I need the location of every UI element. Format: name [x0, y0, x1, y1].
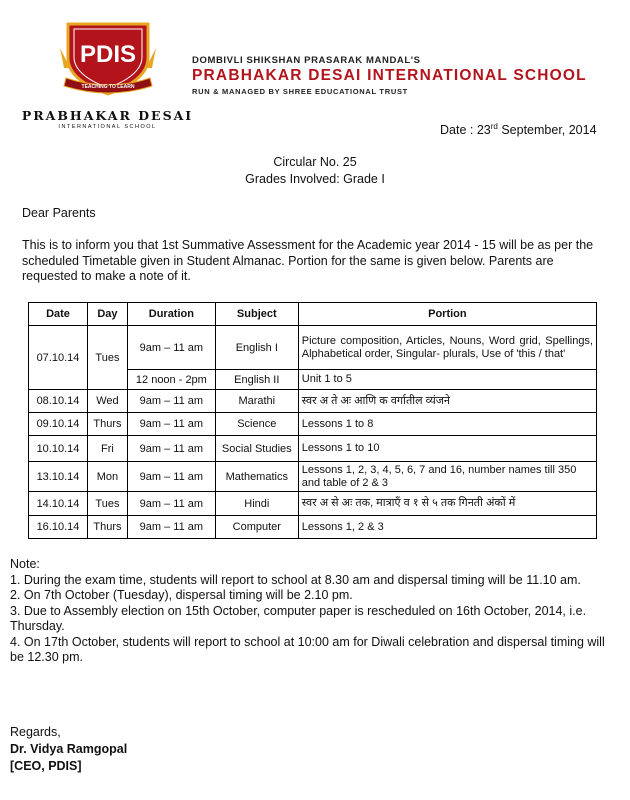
cell-date: 14.10.14	[29, 492, 88, 516]
header-school-name: PRABHAKAR DESAI INTERNATIONAL SCHOOL	[192, 67, 587, 84]
cell-subject: English I	[215, 326, 298, 370]
cell-subject: English II	[215, 370, 298, 390]
cell-date: 08.10.14	[29, 390, 88, 413]
header-trust-line: DOMBIVLI SHIKSHAN PRASARAK MANDAL'S	[192, 55, 421, 66]
date-rest: September, 2014	[497, 123, 597, 138]
table-row	[29, 492, 597, 516]
cell-day: Thurs	[87, 413, 127, 436]
school-logo	[58, 18, 158, 100]
cell-day: Tues	[87, 326, 127, 390]
timetable	[28, 302, 597, 539]
logo-emblem-text: PDIS	[79, 41, 137, 68]
cell-date: 07.10.14	[29, 326, 88, 390]
cell-day: Fri	[87, 436, 127, 462]
logo-name-sub: INTERNATIONAL SCHOOL	[58, 124, 157, 130]
notes-section	[10, 557, 615, 666]
cell-date: 13.10.14	[29, 462, 88, 492]
table-row	[29, 516, 597, 539]
note-item: 3. Due to Assembly election on 15th October, computer paper is rescheduled on 16th October, 2014, i.e. Thursday.	[10, 603, 587, 633]
cell-date: 16.10.14	[29, 516, 88, 539]
note-item: 4. On 17th October, students will report to school at 10:00 am for Diwali celebration and dispersal timing will be 12.30 pm.	[10, 634, 605, 664]
cell-subject: Mathematics	[215, 462, 298, 492]
table-row	[29, 390, 597, 413]
table-row	[29, 462, 597, 492]
intro-paragraph: This is to inform you that 1st Summative Assessment for the Academic year 2014 - 15 will be as per the scheduled Timetable given in Student Almanac. Portion for the same is given below. Parents are requested to make a note of it.	[22, 238, 594, 283]
cell-subject: Computer	[215, 516, 298, 539]
cell-subject: Marathi	[215, 390, 298, 413]
signatory-name: Dr. Vidya Ramgopal	[10, 742, 128, 756]
circular-number: Circular No. 25	[273, 155, 357, 169]
logo-name	[20, 108, 195, 130]
cell-day: Tues	[87, 492, 127, 516]
logo-name-line: PRABHAKAR DESAI	[21, 108, 194, 123]
table-row	[29, 413, 597, 436]
cell-portion: Lessons 1 to 10	[298, 436, 596, 462]
cell-portion: Lessons 1, 2, 3, 4, 5, 6, 7 and 16, number names till 350 and table of 2 & 3	[298, 462, 596, 492]
cell-duration: 9am – 11 am	[127, 326, 215, 370]
notes-title: Note:	[10, 557, 40, 571]
cell-date: 10.10.14	[29, 436, 88, 462]
cell-date: 09.10.14	[29, 413, 88, 436]
cell-portion: Lessons 1, 2 & 3	[298, 516, 596, 539]
col-header-date: Date	[29, 303, 88, 326]
cell-portion: स्वर अ से अः तक, मात्राएँ व १ से ५ तक गिनती अंकों में	[298, 492, 596, 516]
cell-day: Thurs	[87, 516, 127, 539]
cell-duration: 9am – 11 am	[127, 413, 215, 436]
note-item: 2. On 7th October (Tuesday), dispersal timing will be 2.10 pm.	[10, 588, 353, 602]
grades-involved: Grades Involved: Grade I	[245, 172, 385, 186]
header-managed-by: RUN & MANAGED BY SHREE EDUCATIONAL TRUST	[192, 87, 408, 96]
cell-day: Wed	[87, 390, 127, 413]
col-header-subject: Subject	[215, 303, 298, 326]
cell-duration: 9am – 11 am	[127, 492, 215, 516]
salutation: Dear Parents	[22, 206, 96, 220]
cell-duration: 12 noon - 2pm	[127, 370, 215, 390]
circular-date	[440, 122, 597, 137]
table-row	[29, 436, 597, 462]
signatory-title: [CEO, PDIS]	[10, 759, 82, 773]
logo-ribbon-text: TEACHING TO LEARN	[81, 84, 135, 90]
col-header-day: Day	[87, 303, 127, 326]
table-row	[29, 326, 597, 370]
cell-portion: स्वर अ ते अः आणि क वर्गातील व्यंजने	[298, 390, 596, 413]
cell-duration: 9am – 11 am	[127, 436, 215, 462]
col-header-duration: Duration	[127, 303, 215, 326]
cell-portion: Unit 1 to 5	[298, 370, 596, 390]
cell-portion: Lessons 1 to 8	[298, 413, 596, 436]
cell-subject: Hindi	[215, 492, 298, 516]
col-header-portion: Portion	[298, 303, 596, 326]
cell-portion: Picture composition, Articles, Nouns, Word grid, Spellings, Alphabetical order, Singular- plurals, Use of 'this / that'	[298, 326, 596, 370]
note-item: 1. During the exam time, students will report to school at 8.30 am and dispersal timing will be 11.10 am.	[10, 572, 581, 587]
date-suffix: rd	[490, 122, 498, 131]
cell-subject: Science	[215, 413, 298, 436]
cell-duration: 9am – 11 am	[127, 462, 215, 492]
regards: Regards,	[10, 725, 61, 739]
cell-subject: Social Studies	[215, 436, 298, 462]
cell-day: Mon	[87, 462, 127, 492]
table-header-row	[29, 303, 597, 326]
cell-duration: 9am – 11 am	[127, 390, 215, 413]
cell-duration: 9am – 11 am	[127, 516, 215, 539]
date-prefix: Date : 23	[440, 123, 491, 138]
